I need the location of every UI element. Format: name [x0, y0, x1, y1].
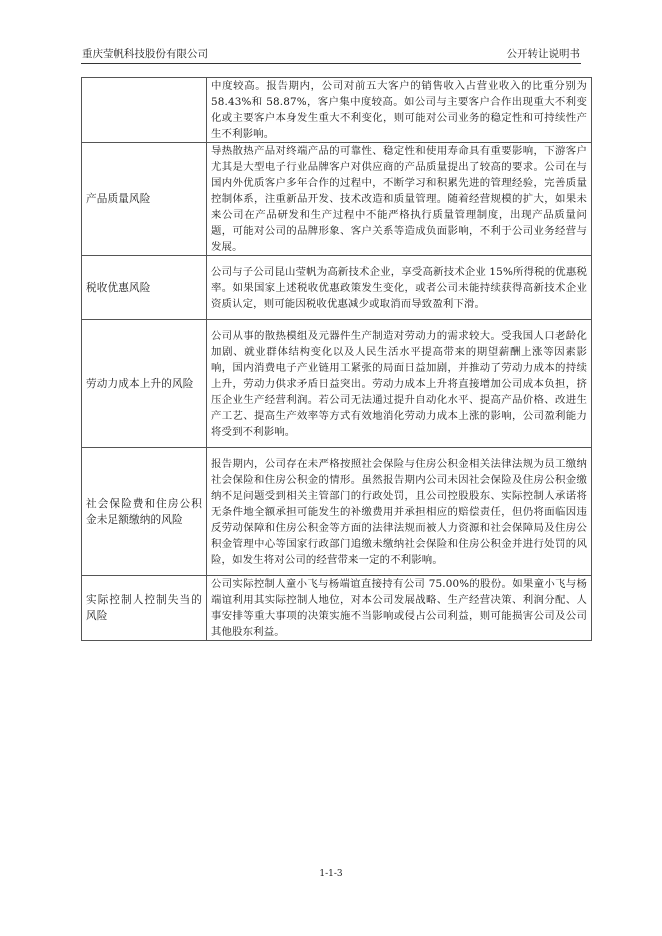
- risk-name: 产品质量风险: [82, 143, 207, 256]
- risk-description: 导热散热产品对终端产品的可靠性、稳定性和使用寿命具有重要影响，下游客户尤其是大型电子行业品牌客户对供应商的产品质量提出了较高的要求。公司在与国内外优质客户多年合作的过程中，不断学习和积累先进的管理经验，完善质量控制体系，注重新品开发、技术改造和质量管理。随着经营规模的扩大，如果未来公司在产品研发和生产过程中不能严格执行质量管理制度，出现产品质量问题，可能对公司的品牌形象、客户关系等造成负面影响，不利于公司业务经营与发展。: [207, 143, 592, 256]
- document-title: 公开转让说明书: [506, 48, 580, 60]
- company-name: 重庆莹帆科技股份有限公司: [82, 48, 208, 60]
- page-number: 1-1-3: [319, 869, 343, 879]
- risk-description: 公司与子公司昆山莹帆为高新技术企业，享受高新技术企业 15%所得税的优惠税率。如果国家上述税收优惠政策发生变化，或者公司未能持续获得高新技术企业资质认定，则可能因税收优惠减少或取消而导致盈利下滑。: [207, 256, 592, 320]
- risk-name: 税收优惠风险: [82, 256, 207, 320]
- risk-description: 报告期内，公司存在未严格按照社会保险与住房公积金相关法律法规为员工缴纳社会保险和住房公积金的情形。虽然报告期内公司未因社会保险及住房公积金缴纳不足问题受到相关主管部门的行政处罚，且公司控股股东、实际控制人承诺将无条件地全额承担可能发生的补缴费用并承担相应的赔偿责任，但仍将面临因违反劳动保障和住房公积金等方面的法律法规而被人力资源和社会保障局及住房公积金管理中心等国家行政部门追缴未缴纳社会保险和住房公积金并进行处罚的风险，如发生将对公司的经营带来一定的不利影响。: [207, 448, 592, 576]
- risk-table: [81, 77, 592, 641]
- risk-name: 实际控制人控制失当的风险: [82, 576, 207, 641]
- risk-row: [82, 320, 592, 448]
- risk-row: [82, 143, 592, 256]
- page-header: [81, 46, 581, 62]
- risk-name: 劳动力成本上升的风险: [82, 320, 207, 448]
- risk-description: 公司从事的散热模组及元器件生产制造对劳动力的需求较大。受我国人口老龄化加剧、就业群体结构变化以及人民生活水平提高带来的期望薪酬上涨等因素影响，国内消费电子产业链用工紧张的局面日益加剧，并推动了劳动力成本的持续上升，劳动力供求矛盾日益突出。劳动力成本上升将直接增加公司成本负担，挤压企业生产经营利润。若公司无法通过提升自动化水平、提高产品价格、改进生产工艺、提高生产效率等方式有效地消化劳动力成本上涨的影响，公司盈利能力将受到不利影响。: [207, 320, 592, 448]
- risk-row: [82, 576, 592, 641]
- risk-name: [82, 78, 207, 143]
- risk-description: 公司实际控制人童小飞与杨端谊直接持有公司 75.00%的股份。如果童小飞与杨端谊利用其实际控制人地位，对本公司发展战略、生产经营决策、利润分配、人事安排等重大事项的决策实施不当影响或侵占公司利益，则可能损害公司及公司其他股东利益。: [207, 576, 592, 641]
- risk-description: 中度较高。报告期内，公司对前五大客户的销售收入占营业收入的比重分别为 58.43%和 58.87%，客户集中度较高。如公司与主要客户合作出现重大不利变化或主要客户本身发生重大不利变化，则可能对公司业务的稳定性和可持续性产生不利影响。: [207, 78, 592, 143]
- risk-row: [82, 78, 592, 143]
- risk-row: [82, 256, 592, 320]
- header-rule: [81, 63, 581, 64]
- risk-name: 社会保险费和住房公积金未足额缴纳的风险: [82, 448, 207, 576]
- risk-row: [82, 448, 592, 576]
